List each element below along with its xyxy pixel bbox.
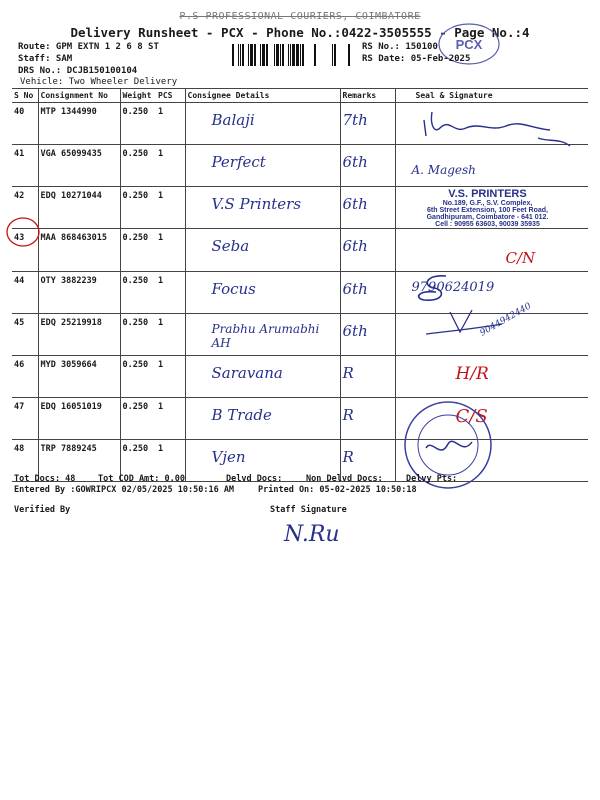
row-seal: C/N <box>505 249 536 267</box>
barcode-bar <box>280 44 281 66</box>
row-consignee: Focus <box>211 280 256 298</box>
row-pcs: 1 <box>156 440 185 482</box>
row-remark: 7th <box>342 111 368 129</box>
barcode-bar <box>242 44 244 66</box>
barcode-bar <box>292 44 295 66</box>
barcode-bar <box>276 44 279 66</box>
pcx-stamp-text: PCX <box>455 37 483 52</box>
company-name: P.S PROFESSIONAL COURIERS, COIMBATORE <box>179 11 421 22</box>
row-consignee: B Trade <box>211 406 272 424</box>
barcode-bar <box>238 44 239 66</box>
row-weight: 0.250 <box>120 440 156 482</box>
row-consignment: EDQ 16051019 <box>38 398 120 440</box>
row-consignment: MAA 868463015 <box>38 229 120 272</box>
barcode-bar <box>266 44 268 66</box>
barcode-bar <box>262 44 265 66</box>
vs-stamp-line3: Gandhipuram, Coimbatore - 641 012. <box>426 214 549 221</box>
row-sno: 40 <box>12 103 38 145</box>
signature-scribble-45 <box>420 300 560 344</box>
row-remark: R <box>342 406 354 424</box>
barcode <box>232 44 354 66</box>
staff-text: Staff: SAM <box>18 54 73 64</box>
row-sno: 47 <box>12 398 38 440</box>
col-sno: S No <box>12 89 38 103</box>
delivery-points: Delvy Pts: <box>406 474 458 484</box>
non-delivered-docs: Non Delvd Docs: <box>306 474 383 484</box>
tot-cod-amt: Tot COD Amt: 0.00 <box>98 474 185 484</box>
barcode-bar <box>248 44 249 66</box>
row-weight: 0.250 <box>120 229 156 272</box>
signature-scribble-44 <box>416 270 456 306</box>
staff-signature: N.Ru <box>284 522 340 547</box>
row-weight: 0.250 <box>120 314 156 356</box>
row-remark: R <box>342 448 354 466</box>
entered-by: Entered By :GOWRIPCX 02/05/2025 10:50:16 AM <box>14 485 235 495</box>
row-consignment: TRP 7889245 <box>38 440 120 482</box>
barcode-bar <box>260 44 261 66</box>
barcode-bar <box>302 44 304 66</box>
route-text: Route: GPM EXTN 1 2 6 8 ST <box>18 42 159 52</box>
printed-on: Printed On: 05-02-2025 10:50:18 <box>258 485 417 495</box>
seal-45-phone: 9044942440 <box>478 301 534 339</box>
row-seal: A. Magesh <box>411 163 476 177</box>
table-row <box>12 398 588 440</box>
barcode-bar <box>274 44 275 66</box>
row-weight: 0.250 <box>120 103 156 145</box>
row-consignee: Vjen <box>211 448 246 466</box>
rs-number: RS No.: 150100 <box>362 42 438 52</box>
table-row <box>12 229 588 272</box>
row-sno: 42 <box>12 187 38 229</box>
rs-date: RS Date: 05-Feb-2025 <box>362 54 471 64</box>
row-pcs: 1 <box>156 187 185 229</box>
row-pcs: 1 <box>156 272 185 314</box>
table-row <box>12 356 588 398</box>
row-pcs: 1 <box>156 356 185 398</box>
row-pcs: 1 <box>156 145 185 187</box>
row-weight: 0.250 <box>120 145 156 187</box>
row-weight: 0.250 <box>120 356 156 398</box>
barcode-bar <box>282 44 284 66</box>
row-consignment: EDQ 10271044 <box>38 187 120 229</box>
row-sno: 46 <box>12 356 38 398</box>
vehicle-text: Vehicle: Two Wheeler Delivery <box>20 77 178 87</box>
barcode-bar <box>348 44 350 66</box>
row-remark: 6th <box>342 322 368 340</box>
row-consignment: EDQ 25219918 <box>38 314 120 356</box>
row-pcs: 1 <box>156 103 185 145</box>
barcode-bar <box>300 44 301 66</box>
row-sno: 48 <box>12 440 38 482</box>
col-consignment: Consignment No <box>38 89 120 103</box>
tot-docs: Tot Docs: 48 <box>14 474 76 484</box>
barcode-bar <box>288 44 289 66</box>
row-weight: 0.250 <box>120 272 156 314</box>
row-consignment: OTY 3882239 <box>38 272 120 314</box>
delivered-docs: Delvd Docs: <box>226 474 283 484</box>
row-remark: 6th <box>342 195 368 213</box>
row-consignee: Perfect <box>211 153 266 171</box>
barcode-bar <box>232 44 234 66</box>
drs-number: DRS No.: DCJB150100104 <box>18 66 138 76</box>
row-consignee: V.S Printers <box>211 195 302 213</box>
barcode-bar <box>250 44 253 66</box>
row-seal: C/S <box>455 406 488 427</box>
runsheet-title: Delivery Runsheet - PCX - Phone No.:0422-3505555 - Page No.:4 <box>70 25 530 40</box>
row-sno: 45 <box>12 314 38 356</box>
row-consignment: VGA 65099435 <box>38 145 120 187</box>
row-remark: R <box>342 364 354 382</box>
row-sno: 44 <box>12 272 38 314</box>
barcode-bar <box>314 44 316 66</box>
barcode-bar <box>290 44 291 66</box>
row-consignee: Seba <box>211 237 250 255</box>
row-pcs: 1 <box>156 398 185 440</box>
col-pcs: PCS <box>156 89 185 103</box>
row-remark: 6th <box>342 153 368 171</box>
row-consignee: Prabhu Arumabhi AH <box>211 322 320 350</box>
barcode-bar <box>254 44 256 66</box>
row-seal: H/R <box>455 364 489 384</box>
row-weight: 0.250 <box>120 187 156 229</box>
col-remarks: Remarks <box>340 89 395 103</box>
vs-stamp-line1: No.189, G.F., S.V. Complex, <box>442 200 533 207</box>
barcode-bar <box>334 44 336 66</box>
verified-by-label: Verified By <box>14 505 71 515</box>
row-seal: 9790624019 <box>411 280 495 295</box>
row-sno: 43 <box>12 229 38 272</box>
row-consignment: MYD 3059664 <box>38 356 120 398</box>
col-consignee: Consignee Details <box>185 89 340 103</box>
staff-signature-label: Staff Signature <box>270 505 347 515</box>
row-43-circle-mark <box>4 214 44 250</box>
row-consignment: MTP 1344990 <box>38 103 120 145</box>
row-pcs: 1 <box>156 229 185 272</box>
signature-scribble-40 <box>410 98 585 158</box>
row-remark: 6th <box>342 280 368 298</box>
row-consignee: Saravana <box>211 364 283 382</box>
vs-stamp-name: V.S. PRINTERS <box>448 188 527 200</box>
col-seal: Seal & Signature <box>395 89 588 103</box>
row-weight: 0.250 <box>120 398 156 440</box>
vs-stamp-line2: 6th Street Extension, 100 Feet Road, <box>427 207 548 214</box>
row-pcs: 1 <box>156 314 185 356</box>
barcode-bar <box>332 44 333 66</box>
col-weight: Weight <box>120 89 156 103</box>
barcode-bar <box>296 44 299 66</box>
row-remark: 6th <box>342 237 368 255</box>
barcode-bar <box>240 44 241 66</box>
row-consignee: Balaji <box>211 111 255 129</box>
row-sno: 41 <box>12 145 38 187</box>
vs-stamp-line4: Cell : 90955 63603, 90039 35935 <box>435 221 540 228</box>
vs-printers-stamp <box>395 188 580 228</box>
